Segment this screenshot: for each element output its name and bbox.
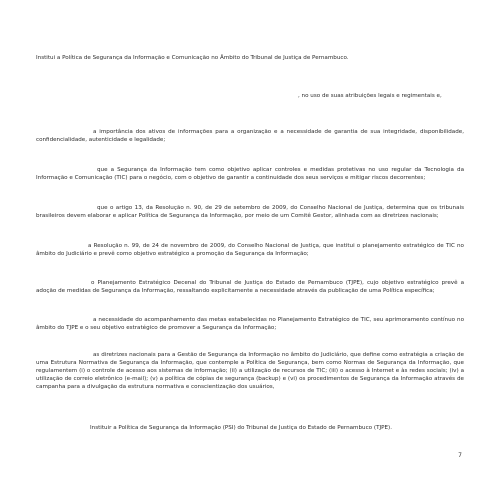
considerando-paragraph: que o artigo 13, da Resolução n. 90, de 29 de setembro de 2009, do Conselho Nacional de Justiça, determina que os tribunais brasileiros devem elaborar e aplicar Política de Segurança da Informação, por meio de um Comitê Gestor, alinhada com as diretrizes nacionais;	[36, 205, 464, 219]
resolve-text: Instituir a Política de Segurança da Informação (PSI) do Tribunal de Justiça do Estado de Pernambuco (TJPE).	[90, 425, 392, 431]
document-header: Institui a Política de Segurança da Informação e Comunicação no Âmbito do Tribunal de Justiça de Pernambuco.	[36, 55, 349, 61]
uso-atribuicoes-text: , no uso de suas atribuições legais e regimentais e,	[298, 93, 442, 99]
considerando-paragraph: o Planejamento Estratégico Decenal do Tribunal de Justiça do Estado de Pernambuco (TJPE), cujo objetivo estratégico prevê a adoção de medidas de Segurança da Informação, ressaltando explicitamente a necessidade através da publicação de uma Política específica;	[36, 280, 464, 294]
considerando-paragraph: a importância dos ativos de informações para a organização e a necessidade de garantia de sua integridade, disponibilidade, confidencialidade, autenticidade e legalidade;	[36, 129, 464, 143]
considerando-paragraph: que a Segurança da Informação tem como objetivo aplicar controles e medidas protetivas no uso regular da Tecnologia da Informação e Comunicação (TIC) para o negócio, com o objetivo de garantir a continuidade dos seus serviços e mitigar riscos decorrentes;	[36, 167, 464, 181]
considerando-paragraph: a Resolução n. 99, de 24 de novembro de 2009, do Conselho Nacional de Justiça, que institui o planejamento estratégico de TIC no âmbito do Judiciário e prevê como objetivo estratégico a promoção da Segurança da Informação;	[36, 243, 464, 257]
considerando-paragraph: a necessidade do acompanhamento das metas estabelecidas no Planejamento Estratégico de TIC, seu aprimoramento contínuo no âmbito do TJPE e o seu objetivo estratégico de promover a Segurança da Informação;	[36, 317, 464, 331]
considerando-paragraph: as diretrizes nacionais para a Gestão de Segurança da Informação no âmbito do Judiciário, que define como estratégia a criação de uma Estrutura Normativa de Segurança da Informação, que contemple a Política de Segurança, bem como Normas de Segurança da Informação, que regulamentem (i) o controle de acesso aos sistemas de informação; (ii) a utilização de recursos de TIC; (iii) o acesso à Internet e às redes sociais; (iv) a utilização de correio eletrônico (e-mail); (v) a política de cópias de segurança (backup) e (vi) os procedimentos de Segurança da Informação através de campanha para a divulgação da estrutura normativa e conscientização dos usuários,	[36, 352, 464, 390]
page-number: 7	[458, 452, 462, 459]
